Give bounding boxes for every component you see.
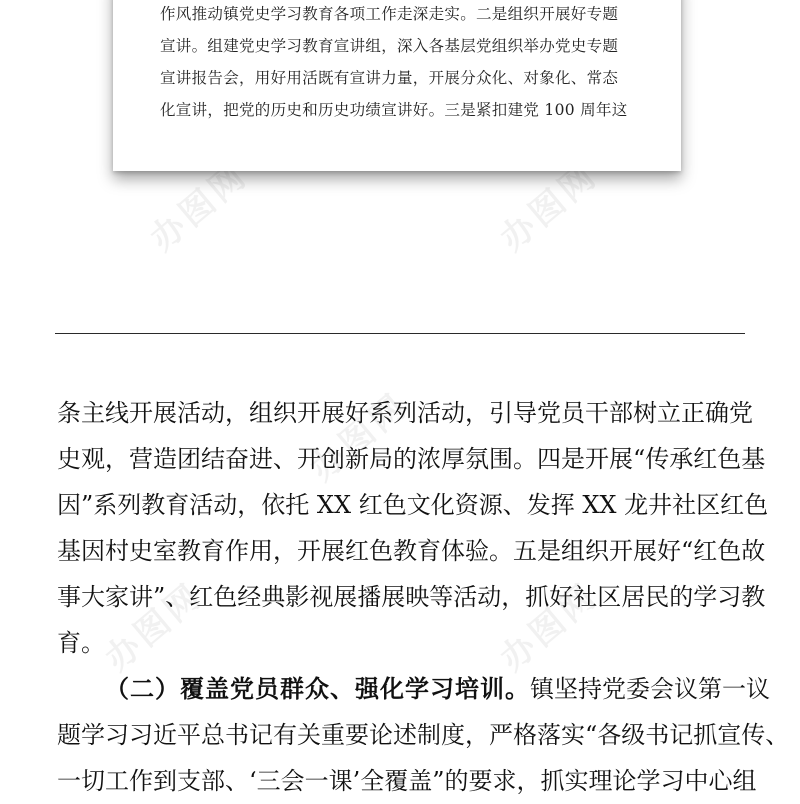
card-line: 作风推动镇党史学习教育各项工作走深走实。二是组织开展好专题 bbox=[160, 5, 619, 23]
card-line: 宣讲报告会，用好用活既有宣讲力量，开展分众化、对象化、常态 bbox=[160, 69, 619, 87]
body-line: 史观，营造团结奋进、开创新局的浓厚氛围。四是开展“传承红色基 bbox=[57, 445, 766, 473]
card-line: 化宣讲，把党的历史和历史功绩宣讲好。三是紧扣建党 100 周年这 bbox=[160, 101, 628, 119]
body-line: 一切工作到支部、‘三会一课’全覆盖”的要求，抓实理论学习中心组 bbox=[57, 767, 757, 795]
section-divider bbox=[55, 333, 745, 334]
body-line: 事大家讲”、红色经典影视展播展映等活动，抓好社区居民的学习教 bbox=[57, 583, 766, 611]
body-line: 因”系列教育活动，依托 XX 红色文化资源、发挥 XX 龙井社区红色 bbox=[57, 491, 769, 519]
heading-continuation: 镇坚持党委会议第一议 bbox=[530, 675, 770, 703]
document-body bbox=[57, 390, 790, 804]
watermark: 办图网 bbox=[302, 385, 416, 490]
section-heading-line bbox=[57, 666, 770, 712]
watermark: 办图网 bbox=[97, 575, 211, 680]
watermark: 办图网 bbox=[492, 155, 606, 260]
preview-page-card bbox=[113, 0, 681, 171]
body-line: 育。 bbox=[57, 629, 105, 657]
body-line: 题学习习近平总书记有关重要论述制度，严格落实“各级书记抓宣传、 bbox=[57, 721, 790, 749]
card-line: 宣讲。组建党史学习教育宣讲组，深入各基层党组织举办党史专题 bbox=[160, 37, 619, 55]
body-line: 基因村史室教育作用，开展红色教育体验。五是组织开展好“红色故 bbox=[57, 537, 766, 565]
watermark: 办图网 bbox=[492, 575, 606, 680]
section-heading: （二）覆盖党员群众、强化学习培训。 bbox=[105, 675, 530, 703]
body-line: 条主线开展活动，组织开展好系列活动，引导党员干部树立正确党 bbox=[57, 399, 753, 427]
card-paragraph bbox=[160, 0, 650, 126]
watermark: 办图网 bbox=[142, 155, 256, 260]
